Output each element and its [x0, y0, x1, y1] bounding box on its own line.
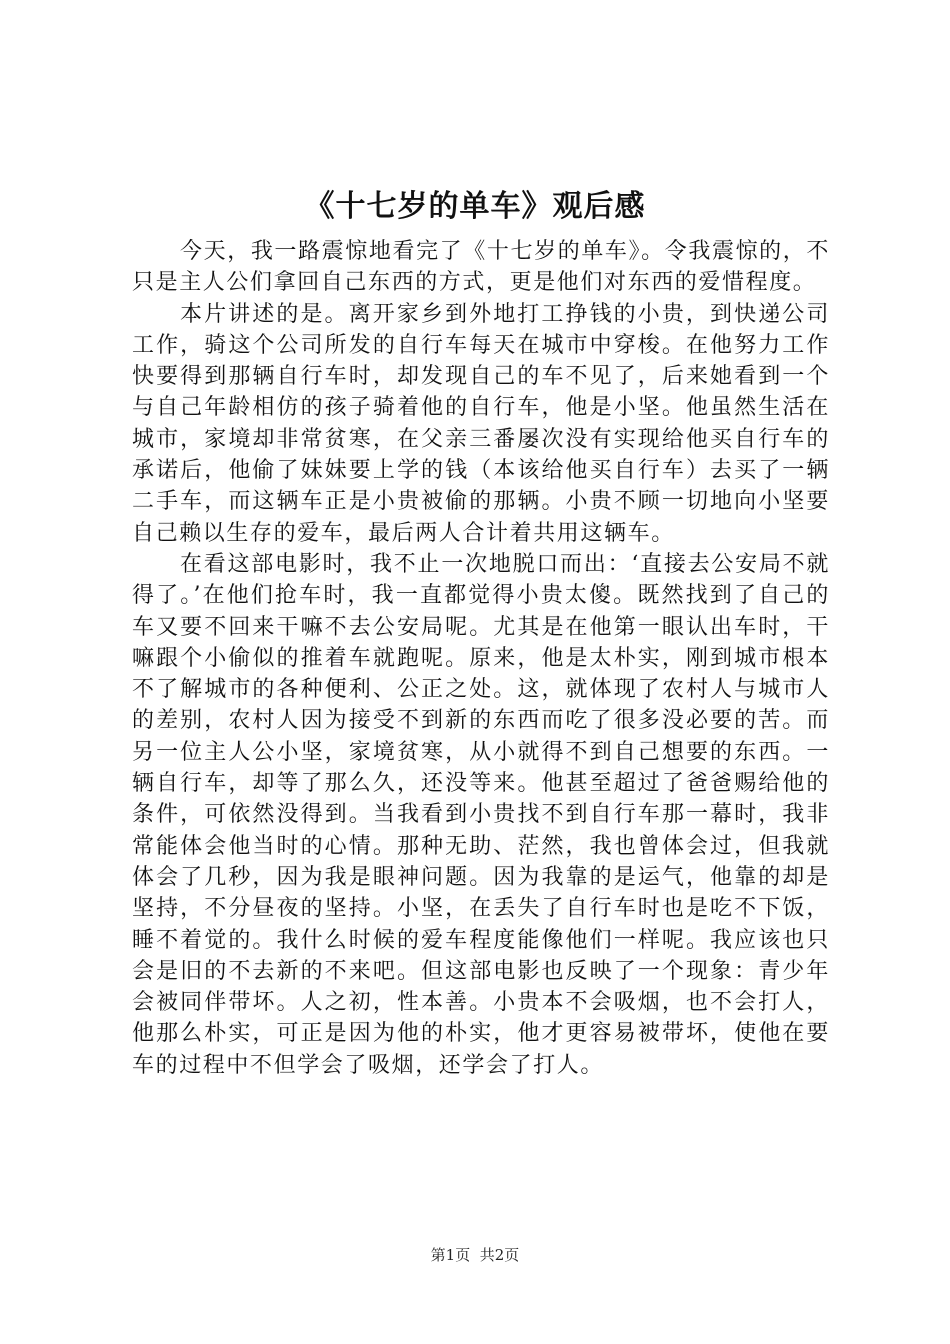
paragraph-1: 今天，我一路震惊地看完了《十七岁的单车》。令我震惊的，不只是主人公们拿回自己东西的方式，更是他们对东西的爱惜程度。 — [132, 239, 830, 296]
paragraph-2: 本片讲述的是。离开家乡到外地打工挣钱的小贵，到快递公司工作，骑这个公司所发的自行车每天在城市中穿梭。在他努力工作快要得到那辆自行车时，却发现自己的车不见了，后来她看到一个与自己年龄相仿的孩子骑着他的自行车，他是小坚。他虽然生活在城市，家境却非常贫寒，在父亲三番屡次没有实现给他买自行车的承诺后，他偷了妹妹要上学的钱（本该给他买自行车）去买了一辆二手车，而这辆车正是小贵被偷的那辆。小贵不顾一切地向小坚要自己赖以生存的爱车，最后两人合计着共用这辆车。 — [132, 301, 830, 546]
document-body — [132, 236, 830, 1081]
page-number: 第1页 — [430, 1246, 471, 1264]
paragraph-3: 在看这部电影时，我不止一次地脱口而出：‘直接去公安局不就得了。’在他们抢车时，我一直都觉得小贵太傻。既然找到了自己的车又要不回来干嘛不去公安局呢。尤其是在他第一眼认出车时，干嘛跟个小偷似的推着车就跑呢。原来，他是太朴实，刚到城市根本不了解城市的各种便利、公正之处。这，就体现了农村人与城市人的差别，农村人因为接受不到新的东西而吃了很多没必要的苦。而另一位主人公小坚，家境贫寒，从小就得不到自己想要的东西。一辆自行车，却等了那么久，还没等来。他甚至超过了爸爸赐给他的条件，可依然没得到。当我看到小贵找不到自行车那一幕时，我非常能体会他当时的心情。那种无助、茫然，我也曾体会过，但我就体会了几秒，因为我是眼神问题。因为我靠的是运气，他靠的却是坚持，不分昼夜的坚持。小坚，在丢失了自行车时也是吃不下饭，睡不着觉的。我什么时候的爱车程度能像他们一样呢。我应该也只会是旧的不去新的不来吧。但这部电影也反映了一个现象：青少年会被同伴带坏。人之初，性本善。小贵本不会吸烟，也不会打人，他那么朴实，可正是因为他的朴实，他才更容易被带坏，使他在要车的过程中不但学会了吸烟，还学会了打人。 — [132, 551, 830, 1078]
page-total: 共2页 — [479, 1246, 520, 1264]
document-title: 《十七岁的单车》观后感 — [304, 189, 646, 224]
page-footer — [0, 1245, 950, 1265]
